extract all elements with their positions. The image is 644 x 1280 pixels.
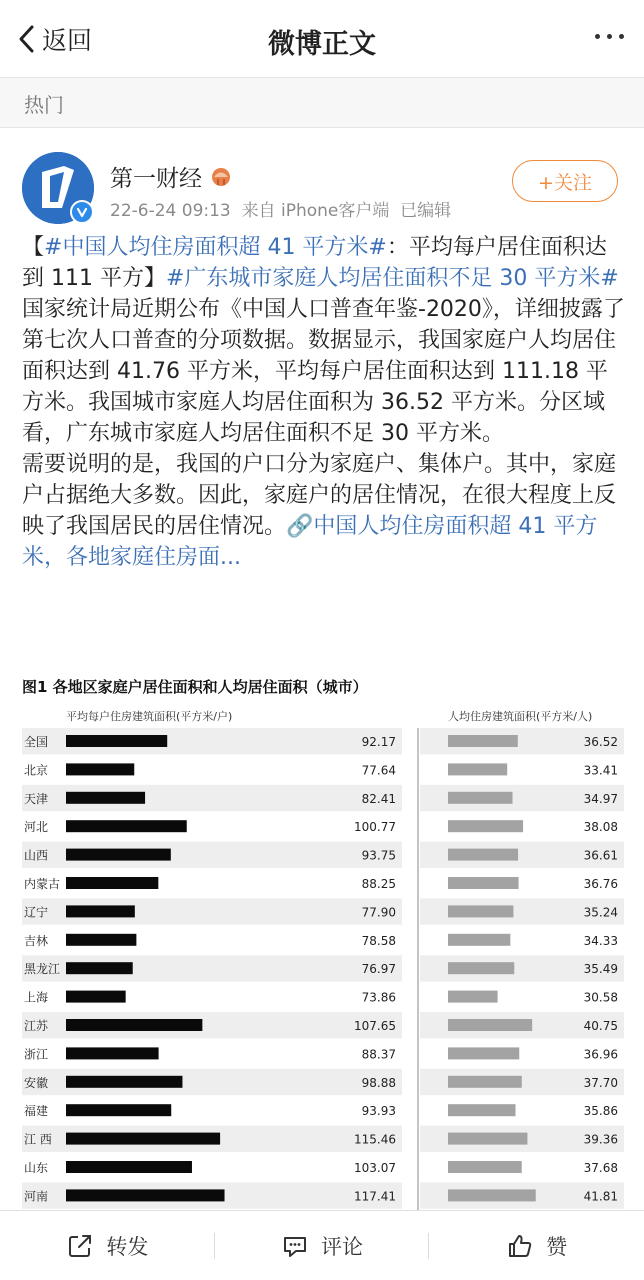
article-link[interactable]: 🔗中国人均住房面积超 41 平方米，各地家庭住房面... xyxy=(22,514,598,570)
category-label: 江苏 xyxy=(24,1019,49,1033)
repost-label: 转发 xyxy=(106,1234,149,1259)
household-area-bar xyxy=(66,1189,225,1201)
repost-button[interactable] xyxy=(0,1211,215,1280)
category-label: 内蒙古 xyxy=(24,877,61,891)
household-area-value: 73.86 xyxy=(361,990,396,1005)
per-capita-area-value: 35.49 xyxy=(583,962,618,977)
per-capita-area-bar xyxy=(448,1104,516,1116)
category-label: 上海 xyxy=(24,990,49,1005)
back-label: 返回 xyxy=(42,26,93,55)
right-column-header: 人均住房建筑面积(平方米/人) xyxy=(448,710,593,723)
category-label: 辽宁 xyxy=(24,905,49,920)
household-area-bar xyxy=(66,1019,202,1031)
per-capita-area-bar xyxy=(448,1189,536,1201)
category-label: 黑龙江 xyxy=(24,962,61,977)
per-capita-area-value: 33.41 xyxy=(583,763,618,778)
per-capita-area-value: 37.70 xyxy=(583,1075,618,1090)
household-area-bar xyxy=(66,905,135,917)
household-area-value: 82.41 xyxy=(361,791,396,806)
medal-icon xyxy=(208,164,234,190)
post-body-1: 国家统计局近期公布《中国人口普查年鉴-2020》，详细披露了第七次人口普查的分项数据。数据显示，我国家庭户人均居住面积达到 41.76 平方米，平均每户居住面积达到 111.18 平方米。我国城市家庭人均居住面积为 36.52 平方米。分区域看，广东城市家庭人均居住面积不足 30 平方米。 xyxy=(22,297,625,446)
chart-title: 图1 各地区家庭户居住面积和人均居住面积（城市） xyxy=(22,678,368,696)
chart-svg xyxy=(22,728,624,1210)
household-area-value: 78.58 xyxy=(361,933,396,948)
category-label: 江 西 xyxy=(24,1132,52,1147)
per-capita-area-value: 35.86 xyxy=(583,1104,618,1119)
household-area-value: 76.97 xyxy=(361,962,396,977)
per-capita-area-value: 36.76 xyxy=(583,877,618,891)
per-capita-area-bar xyxy=(448,1047,519,1059)
post-headline: ：平均每户居住面积达到 111 平方】 xyxy=(22,235,607,291)
share-icon xyxy=(66,1232,94,1260)
bottom-toolbar xyxy=(0,1210,644,1280)
household-area-value: 103.07 xyxy=(354,1161,396,1175)
comment-label: 评论 xyxy=(321,1234,363,1259)
category-label: 安徽 xyxy=(24,1075,49,1090)
topic-tag-1[interactable]: #中国人均住房面积超 41 平方米# xyxy=(44,235,387,260)
post-image-chart[interactable] xyxy=(22,676,624,1210)
household-area-bar xyxy=(66,1076,182,1088)
post-time: 22-6-24 09:13 xyxy=(110,201,231,221)
per-capita-area-bar xyxy=(448,962,514,974)
per-capita-area-bar xyxy=(448,792,512,804)
household-area-value: 93.93 xyxy=(361,1104,396,1119)
household-area-bar xyxy=(66,1047,159,1059)
per-capita-area-bar xyxy=(448,1019,532,1031)
category-label: 山东 xyxy=(24,1161,49,1175)
per-capita-area-value: 40.75 xyxy=(583,1019,618,1033)
household-area-bar xyxy=(66,820,187,832)
per-capita-area-value: 36.52 xyxy=(583,735,618,749)
nav-bar xyxy=(0,0,644,78)
category-label: 河南 xyxy=(24,1189,49,1204)
household-area-value: 115.46 xyxy=(354,1132,396,1147)
per-capita-area-bar xyxy=(448,763,507,775)
follow-button[interactable]: +关注 xyxy=(512,160,618,202)
category-label: 山西 xyxy=(24,848,49,863)
per-capita-area-bar xyxy=(448,934,510,946)
per-capita-area-bar xyxy=(448,877,519,889)
household-area-bar xyxy=(66,877,158,889)
verified-badge-icon xyxy=(70,200,94,224)
per-capita-area-value: 34.33 xyxy=(583,933,618,948)
per-capita-area-value: 34.97 xyxy=(583,791,618,806)
per-capita-area-bar xyxy=(448,1133,527,1145)
topic-tag-2[interactable]: #广东城市家庭人均居住面积不足 30 平方米# xyxy=(165,266,619,291)
left-column-header: 平均每户住房建筑面积(平方米/户) xyxy=(66,710,233,723)
author-name-row xyxy=(110,160,234,193)
household-area-bar xyxy=(66,1161,192,1173)
category-label: 吉林 xyxy=(24,933,49,948)
post-edited: 已编辑 xyxy=(400,201,452,221)
household-area-bar xyxy=(66,792,145,804)
per-capita-area-bar xyxy=(448,1076,522,1088)
household-area-value: 88.25 xyxy=(361,877,396,891)
household-area-bar xyxy=(66,763,134,775)
comment-button[interactable] xyxy=(215,1211,430,1280)
post-source: 来自 iPhone客户端 xyxy=(241,201,390,221)
post-paragraph-1 xyxy=(22,232,626,449)
bracket-open: 【 xyxy=(22,235,45,260)
household-area-bar xyxy=(66,934,136,946)
like-button[interactable] xyxy=(429,1211,644,1280)
per-capita-area-bar xyxy=(448,820,523,832)
post-paragraph-2 xyxy=(22,449,626,573)
post-body-2: 需要说明的是，我国的户口分为家庭户、集体户。其中，家庭户占据绝大多数。因此，家庭户的居住情况，在很大程度上反映了我国居民的居住情况。 xyxy=(22,452,617,539)
per-capita-area-bar xyxy=(448,735,518,747)
per-capita-area-value: 37.68 xyxy=(583,1161,618,1175)
category-label: 福建 xyxy=(24,1104,49,1119)
post-meta xyxy=(110,196,451,221)
more-icon[interactable] xyxy=(595,34,624,39)
household-area-value: 117.41 xyxy=(354,1189,396,1204)
per-capita-area-value: 39.36 xyxy=(583,1132,618,1147)
like-label: 赞 xyxy=(546,1234,568,1259)
household-area-bar xyxy=(66,991,126,1003)
per-capita-area-bar xyxy=(448,991,498,1003)
per-capita-area-value: 36.96 xyxy=(583,1047,618,1062)
per-capita-area-value: 41.81 xyxy=(583,1189,618,1204)
per-capita-area-value: 35.24 xyxy=(583,905,618,920)
household-area-value: 77.90 xyxy=(361,905,396,920)
page-title: 微博正文 xyxy=(268,29,376,60)
per-capita-area-bar xyxy=(448,905,513,917)
category-label: 天津 xyxy=(24,791,49,806)
category-label: 全国 xyxy=(24,735,49,749)
per-capita-area-bar xyxy=(448,1161,522,1173)
household-area-value: 92.17 xyxy=(361,735,396,749)
household-area-value: 98.88 xyxy=(361,1075,396,1090)
category-label: 北京 xyxy=(24,763,49,778)
household-area-value: 93.75 xyxy=(361,848,396,863)
household-area-bar xyxy=(66,962,133,974)
household-area-value: 107.65 xyxy=(354,1019,396,1033)
post-text xyxy=(22,232,626,573)
category-label: 河北 xyxy=(24,820,49,835)
household-area-bar xyxy=(66,1104,171,1116)
household-area-value: 77.64 xyxy=(361,763,396,778)
thumbs-up-icon xyxy=(506,1232,534,1260)
household-area-value: 88.37 xyxy=(361,1047,396,1062)
hot-label: 热门 xyxy=(24,93,64,117)
hot-section-header xyxy=(0,78,644,128)
per-capita-area-value: 30.58 xyxy=(583,990,618,1005)
per-capita-area-value: 36.61 xyxy=(583,848,618,863)
category-label: 浙江 xyxy=(24,1047,49,1062)
household-area-bar xyxy=(66,735,167,747)
household-area-value: 100.77 xyxy=(354,820,396,835)
per-capita-area-value: 38.08 xyxy=(583,820,618,835)
household-area-bar xyxy=(66,1133,220,1145)
author-name[interactable]: 第一财经 xyxy=(110,166,202,192)
comment-icon xyxy=(281,1232,309,1260)
per-capita-area-bar xyxy=(448,849,518,861)
weibo-post xyxy=(0,128,644,1210)
household-area-bar xyxy=(66,849,171,861)
